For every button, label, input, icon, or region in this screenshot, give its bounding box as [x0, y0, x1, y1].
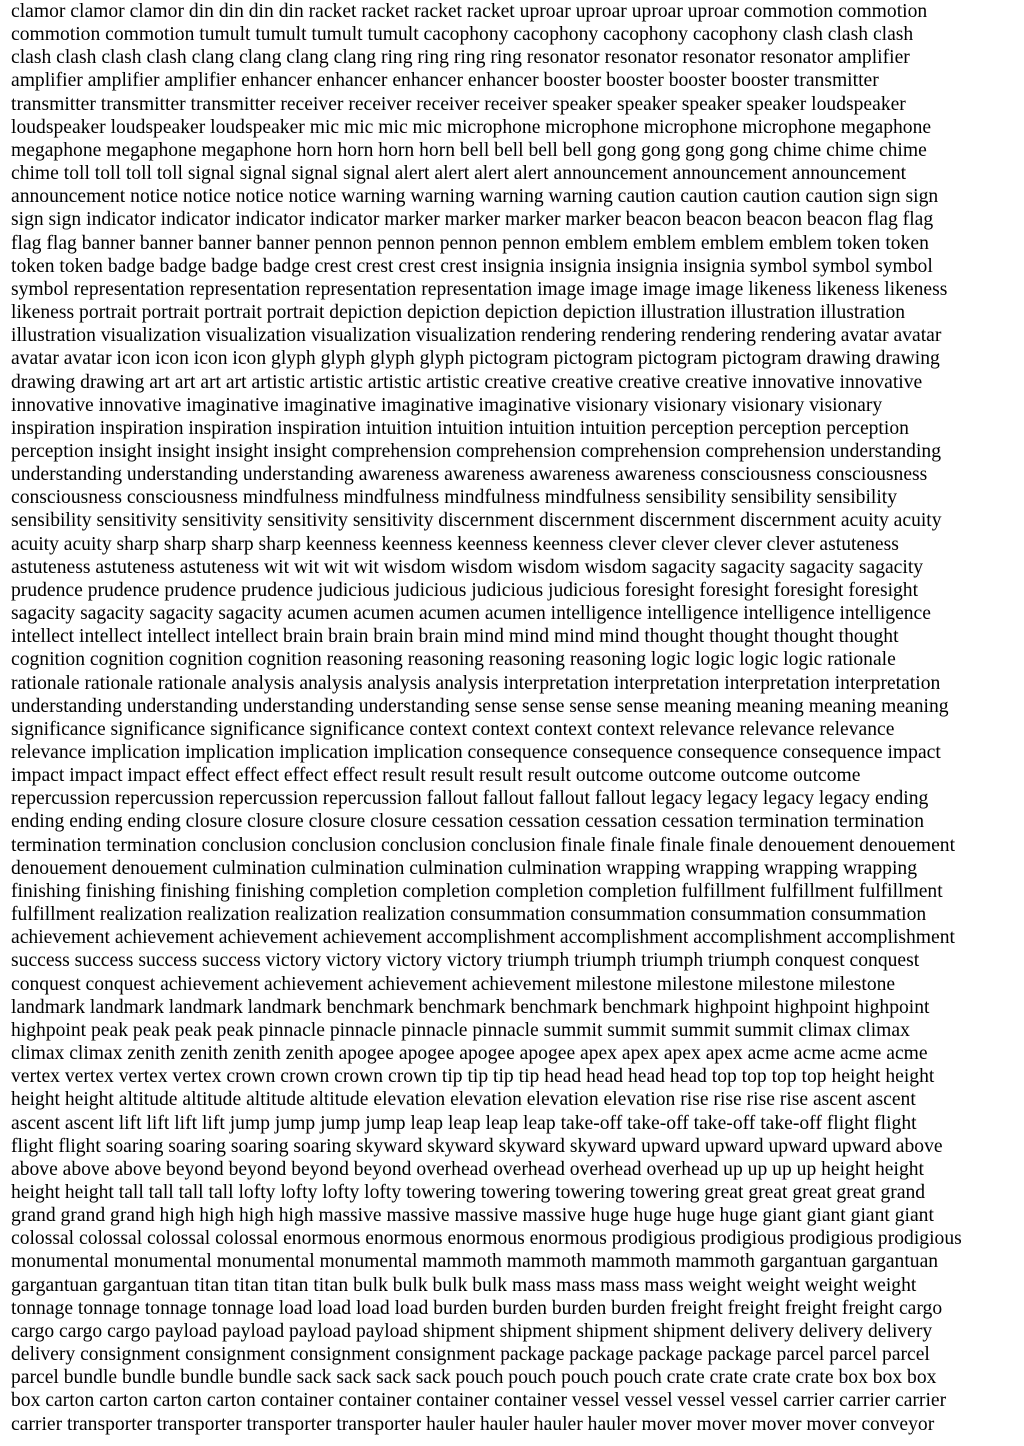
text-line: termination termination conclusion conclusion conclusion conclusion finale finale finale finale denouement denouement — [11, 834, 956, 856]
text-line: clamor clamor clamor din din din din racket racket racket racket uproar uproar uproar uproar commotion commotion — [11, 1, 928, 22]
text-line: height height tall tall tall tall lofty lofty lofty lofty towering towering towering towering great great great great grand — [11, 1181, 926, 1203]
text-line: carrier transporter transporter transporter transporter hauler hauler hauler hauler mover mover mover mover conveyor — [11, 1413, 935, 1435]
text-line: vertex vertex vertex vertex crown crown crown crown tip tip tip tip head head head head top top top top height height — [11, 1066, 935, 1088]
text-line: sensibility sensitivity sensitivity sensitivity sensitivity discernment discernment discernment discernment acuity acuity — [11, 510, 942, 532]
text-line: sagacity sagacity sagacity sagacity acumen acumen acumen acumen intelligence intelligence intelligence intelligence — [11, 603, 931, 625]
text-line: chime toll toll toll toll signal signal signal signal alert alert alert alert announcement announcement announcement — [11, 163, 907, 185]
text-line: delivery consignment consignment consignment consignment package package package package parcel parcel parcel — [11, 1344, 930, 1366]
text-line: announcement notice notice notice notice warning warning warning warning caution caution caution caution sign sign — [11, 186, 939, 208]
text-line: commotion commotion tumult tumult tumult tumult cacophony cacophony cacophony cacophony clash clash clash — [11, 24, 914, 46]
text-line: sign sign indicator indicator indicator indicator marker marker marker marker beacon beacon beacon beacon flag flag — [11, 209, 934, 231]
text-line: cognition cognition cognition cognition reasoning reasoning reasoning reasoning logic logic logic logic rationale — [11, 649, 896, 671]
text-line: avatar avatar icon icon icon icon glyph glyph glyph glyph pictogram pictogram pictogram pictogram drawing drawing — [11, 348, 940, 370]
text-line: landmark landmark landmark landmark benchmark benchmark benchmark benchmark highpoint highpoint highpoint — [11, 996, 930, 1018]
text-line: ending ending ending closure closure closure closure cessation cessation cessation cessation termination termination — [11, 811, 925, 833]
text-line: amplifier amplifier amplifier enhancer enhancer enhancer enhancer booster booster booster booster transmitter — [11, 70, 879, 92]
text-line: height height altitude altitude altitude altitude elevation elevation elevation elevation rise rise rise rise ascent ascent — [11, 1089, 916, 1111]
text-line: relevance implication implication implication implication consequence consequence consequence consequence impact — [11, 742, 941, 763]
text-line: rationale rationale rationale analysis analysis analysis analysis interpretation interpretation interpretation interpretation — [11, 672, 941, 694]
text-line: gargantuan gargantuan titan titan titan titan bulk bulk bulk bulk mass mass mass mass weight weight weight weight — [11, 1274, 917, 1296]
text-line: transmitter transmitter transmitter receiver receiver receiver receiver speaker speaker speaker speaker loudspeaker — [11, 93, 906, 115]
text-line: flight flight soaring soaring soaring soaring skyward skyward skyward skyward upward upward upward upward above — [11, 1135, 943, 1157]
text-line: inspiration inspiration inspiration inspiration intuition intuition intuition intuition perception perception perception — [11, 417, 909, 439]
text-line: climax climax zenith zenith zenith zenith apogee apogee apogee apogee apex apex apex apex acme acme acme acme — [11, 1043, 928, 1065]
text-line: fulfillment realization realization realization realization consummation consummation consummation consummation — [11, 904, 927, 926]
text-line: prudence prudence prudence prudence judicious judicious judicious judicious foresight foresight foresight foresight — [11, 579, 919, 601]
text-line: perception insight insight insight insight comprehension comprehension comprehension comprehension understanding — [11, 440, 941, 462]
text-line: megaphone megaphone megaphone horn horn horn horn bell bell bell bell gong gong gong gong chime chime chime — [11, 139, 927, 161]
text-line: parcel bundle bundle bundle bundle sack sack sack sack pouch pouch pouch pouch crate crate crate crate box box box — [11, 1367, 937, 1389]
text-line: drawing drawing art art art art artistic artistic artistic artistic creative creative creative creative innovative innovative — [11, 371, 923, 393]
text-line: acuity acuity sharp sharp sharp sharp keenness keenness keenness keenness clever clever clever clever astuteness — [11, 533, 899, 555]
text-line: success success success success victory victory victory victory triumph triumph triumph triumph conquest conquest — [11, 950, 920, 972]
text-line: repercussion repercussion repercussion repercussion fallout fallout fallout fallout legacy legacy legacy legacy ending — [11, 788, 929, 810]
text-line: ascent ascent lift lift lift lift jump jump jump jump leap leap leap leap take-off take-off take-off take-off flight flight — [11, 1112, 917, 1134]
text-line: understanding understanding understanding understanding sense sense sense sense meaning meaning meaning meaning — [11, 695, 949, 717]
text-line: astuteness astuteness astuteness wit wit wit wit wisdom wisdom wisdom wisdom sagacity sagacity sagacity sagacity — [11, 556, 924, 578]
text-line: cargo cargo cargo payload payload payload payload shipment shipment shipment shipment delivery delivery delivery — [11, 1320, 933, 1342]
text-line: illustration visualization visualization visualization visualization rendering rendering rendering rendering avatar avatar — [11, 325, 942, 347]
text-line: colossal colossal colossal colossal enormous enormous enormous enormous prodigious prodigious prodigious prodigious — [11, 1228, 962, 1250]
text-line: highpoint peak peak peak peak pinnacle pinnacle pinnacle pinnacle summit summit summit summit climax climax — [11, 1019, 910, 1041]
text-line: symbol representation representation representation representation image image image image likeness likeness likeness — [11, 278, 948, 300]
text-line: consciousness consciousness mindfulness mindfulness mindfulness mindfulness sensibility sensibility sensibility — [11, 487, 898, 509]
text-line: box carton carton carton carton container container container container vessel vessel vessel vessel carrier carrier carrier — [11, 1390, 947, 1412]
text-line: conquest conquest achievement achievement achievement achievement milestone milestone milestone milestone — [11, 973, 896, 995]
text-line: above above above beyond beyond beyond beyond overhead overhead overhead overhead up up up up height height — [11, 1158, 924, 1180]
text-line: loudspeaker loudspeaker loudspeaker mic mic mic mic microphone microphone microphone microphone megaphone — [11, 116, 932, 138]
text-line: grand grand grand high high high high massive massive massive massive huge huge huge huge giant giant giant giant — [11, 1205, 934, 1227]
text-line: monumental monumental monumental monumental mammoth mammoth mammoth mammoth gargantuan gargantuan — [11, 1251, 939, 1273]
text-line: innovative innovative imaginative imaginative imaginative imaginative visionary visionary visionary visionary — [11, 394, 883, 416]
text-line: denouement denouement culmination culmination culmination culmination wrapping wrapping wrapping wrapping — [11, 857, 918, 879]
text-line: likeness portrait portrait portrait portrait depiction depiction depiction depiction illustration illustration illustration — [11, 302, 906, 324]
text-line: intellect intellect intellect intellect brain brain brain brain mind mind mind mind thought thought thought thought — [11, 626, 899, 648]
text-line: understanding understanding understanding awareness awareness awareness awareness consciousness consciousness — [11, 464, 928, 486]
text-line: achievement achievement achievement achievement accomplishment accomplishment accomplishment accomplishment — [11, 927, 955, 949]
text-line: clash clash clash clash clang clang clang clang ring ring ring ring resonator resonator resonator resonator amplifier — [11, 47, 910, 69]
text-line: tonnage tonnage tonnage tonnage load load load load burden burden burden burden freight freight freight freight cargo — [11, 1297, 943, 1319]
text-line: token token badge badge badge badge crest crest crest crest insignia insignia insignia insignia symbol symbol symbol — [11, 255, 933, 277]
text-line: impact impact impact effect effect effect effect result result result result outcome outcome outcome outcome — [11, 765, 861, 787]
text-line: significance significance significance significance context context context context relevance relevance relevance — [11, 718, 895, 740]
text-line: finishing finishing finishing finishing completion completion completion completion fulfillment fulfillment fulfillment — [11, 880, 943, 902]
text-line: flag flag banner banner banner banner pennon pennon pennon pennon emblem emblem emblem emblem token token — [11, 232, 929, 254]
